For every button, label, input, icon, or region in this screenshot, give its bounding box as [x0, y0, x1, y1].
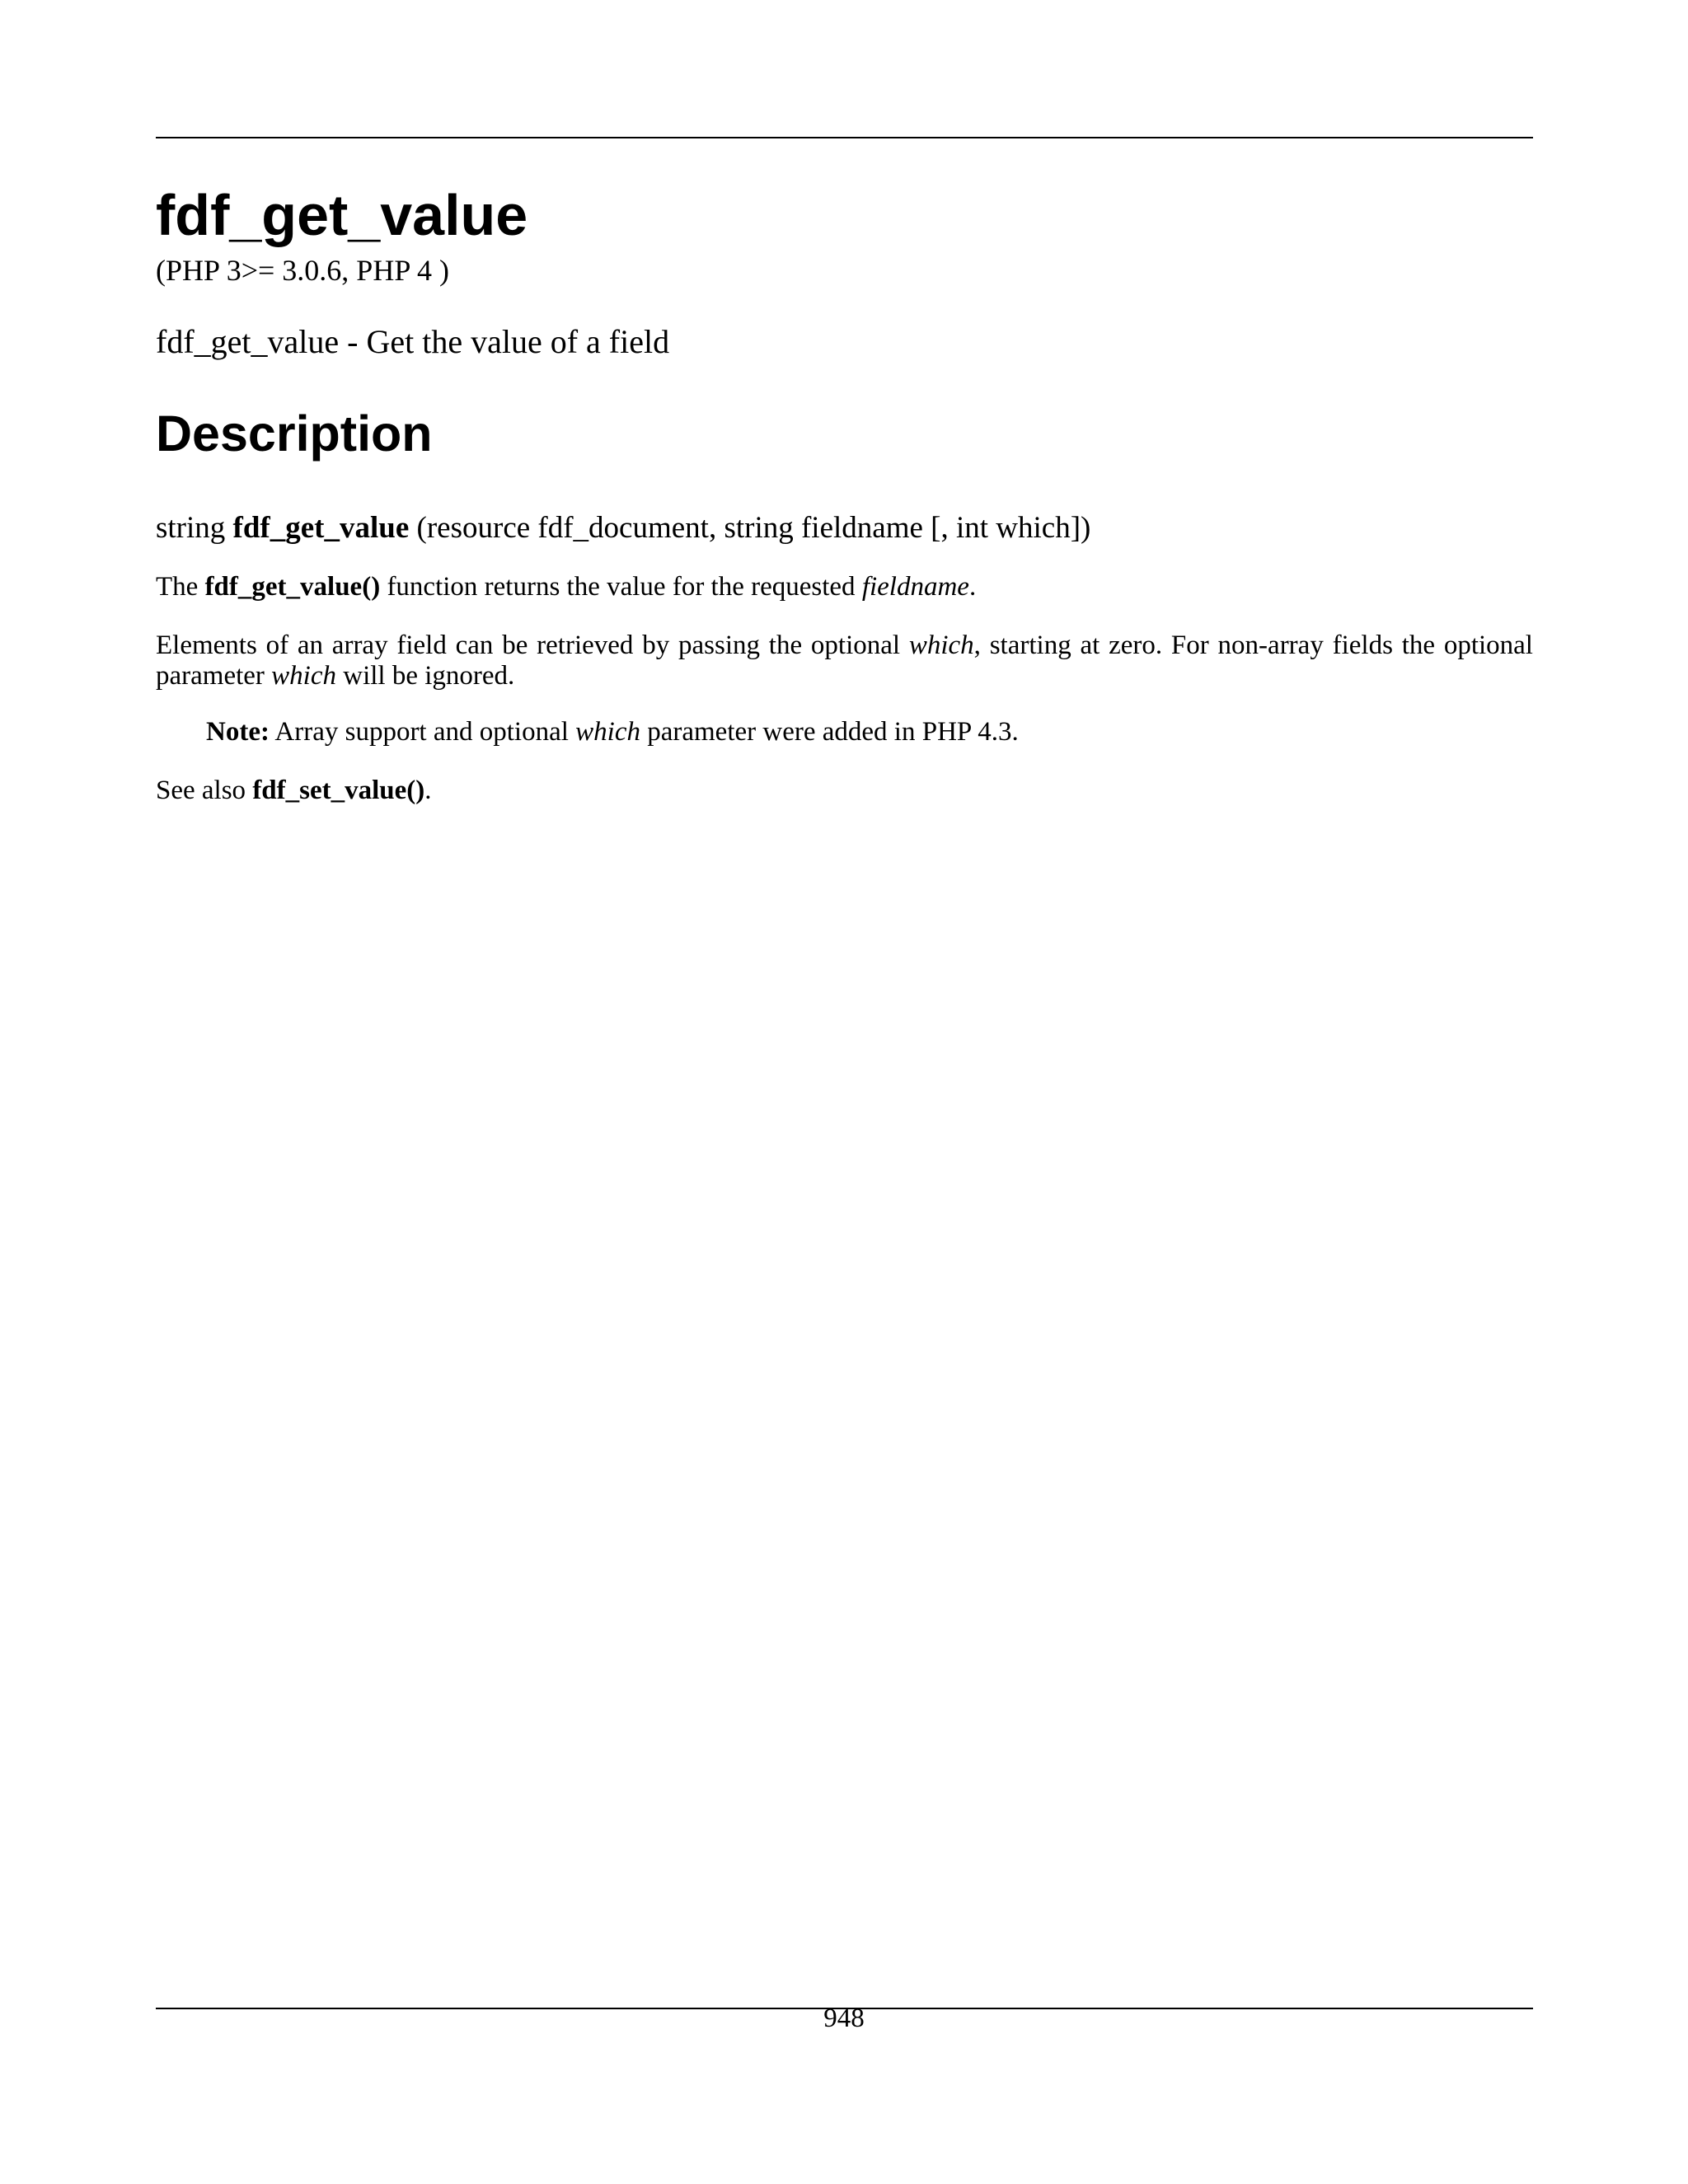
parameter-reference: which: [271, 661, 336, 691]
function-reference: fdf_get_value(): [204, 572, 381, 602]
synopsis-params: (resource fdf_document, string fieldname [, int which]): [409, 511, 1091, 545]
function-purpose: fdf_get_value - Get the value of a field: [156, 323, 670, 360]
parameter-reference: fieldname: [861, 572, 969, 602]
description-paragraph: [156, 572, 1533, 602]
paragraph-text: will be ignored.: [335, 661, 515, 691]
note: [206, 717, 1019, 748]
synopsis-return-type: string: [156, 511, 233, 545]
paragraph-text: function returns the value for the requested: [380, 572, 862, 602]
paragraph-text: .: [968, 572, 977, 602]
header-rule: [156, 137, 1533, 138]
page-number: 948: [823, 2004, 865, 2033]
section-heading-description: Description: [156, 405, 433, 462]
array-paragraph: [156, 630, 1533, 691]
note-text: parameter were added in PHP 4.3.: [640, 717, 1019, 747]
version-info: (PHP 3>= 3.0.6, PHP 4 ): [156, 254, 449, 287]
parameter-reference: which: [908, 630, 974, 660]
page-title: fdf_get_value: [156, 183, 528, 247]
see-also-text: See also: [156, 776, 253, 805]
paragraph-text: Elements of an array field can be retrieved by passing the optional: [156, 630, 909, 660]
see-also-text: .: [424, 776, 432, 805]
see-also-function-link[interactable]: fdf_set_value(): [252, 776, 425, 805]
paragraph-text: The: [156, 572, 205, 602]
note-label: Note:: [206, 717, 270, 747]
function-synopsis: [156, 513, 1090, 543]
parameter-reference: which: [575, 717, 640, 747]
see-also: [156, 776, 1533, 806]
synopsis-function-name: fdf_get_value: [232, 511, 410, 545]
note-text: Array support and optional: [269, 717, 576, 747]
paragraph-text: , starting at zero. For non-array fields the optional parameter: [156, 630, 1533, 691]
